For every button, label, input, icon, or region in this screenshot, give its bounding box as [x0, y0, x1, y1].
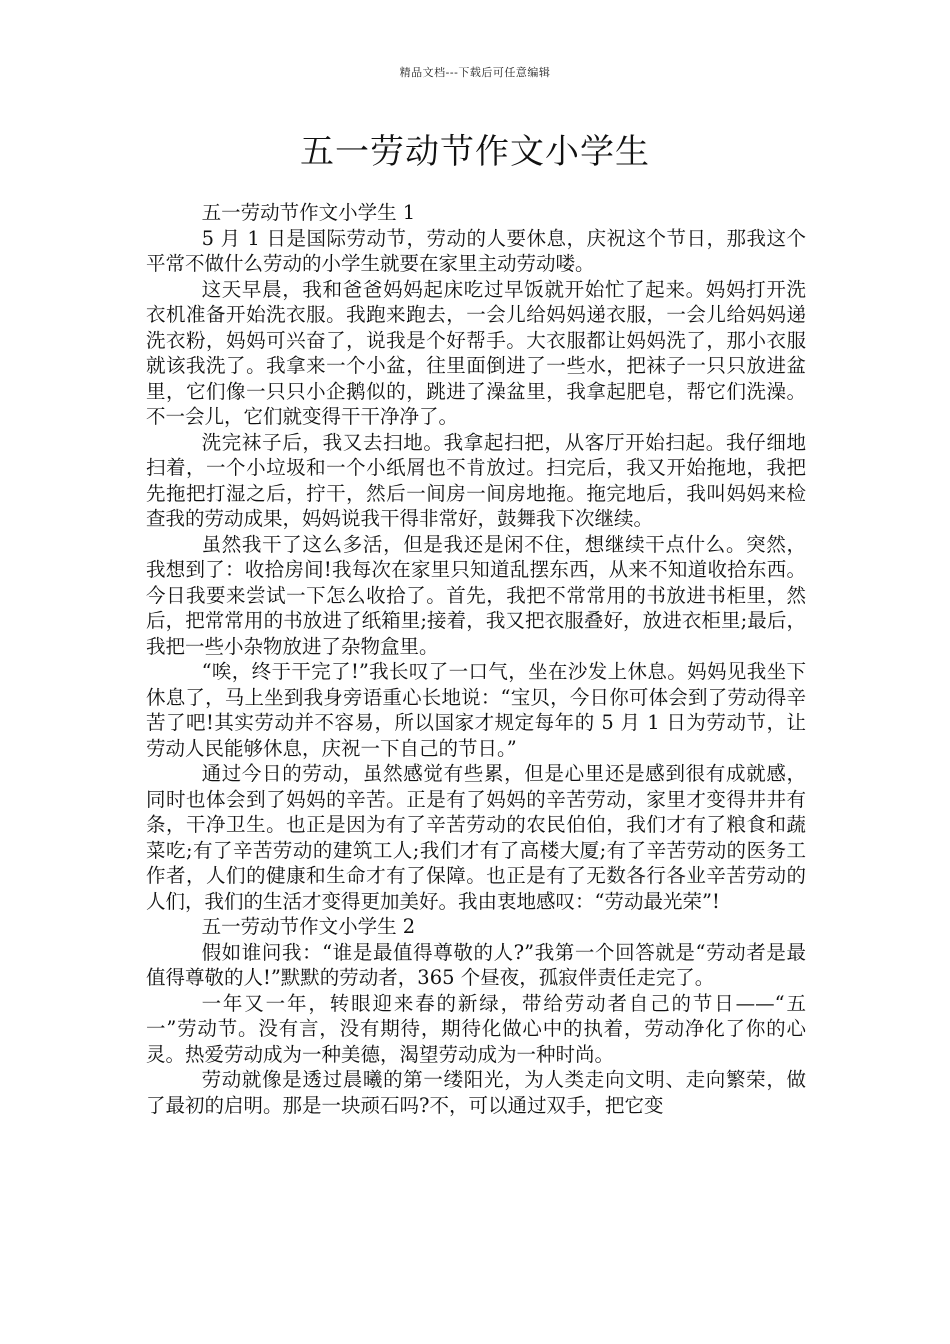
- paragraph: 虽然我干了这么多活，但是我还是闲不住，想继续干点什么。突然，我想到了：收拾房间!我每次在家里只知道乱摆东西，从来不知道收拾东西。今日我要来尝试一下怎么收拾了。首先，我把不常常用的书放进书柜里，然后，把常常用的书放进了纸箱里;接着，我又把衣服叠好，放进衣柜里;最后，我把一些小杂物放进了杂物盒里。: [146, 532, 806, 658]
- paragraph: 这天早晨，我和爸爸妈妈起床吃过早饭就开始忙了起来。妈妈打开洗衣机准备开始洗衣服。我跑来跑去，一会儿给妈妈递衣服，一会儿给妈妈递洗衣粉，妈妈可兴奋了，说我是个好帮手。大衣服都让妈妈洗了，那小衣服就该我洗了。我拿来一个小盆，往里面倒进了一些水，把袜子一只只放进盆里，它们像一只只小企鹅似的，跳进了澡盆里，我拿起肥皂，帮它们洗澡。不一会儿，它们就变得干干净净了。: [146, 277, 806, 428]
- document-title: 五一劳动节作文小学生: [300, 132, 650, 172]
- section-heading: 五一劳动节作文小学生 2: [201, 915, 416, 938]
- document-body: [146, 200, 806, 1118]
- paragraph: 洗完袜子后，我又去扫地。我拿起扫把，从客厅开始扫起。我仔细地扫着，一个小垃圾和一个小纸屑也不肯放过。扫完后，我又开始拖地，我把先拖把打湿之后，拧干，然后一间房一间房地拖。拖完地后，我叫妈妈来检查我的劳动成果，妈妈说我干得非常好，鼓舞我下次继续。: [146, 430, 806, 530]
- header-note: 精品文档---下载后可任意编辑: [399, 66, 551, 79]
- section-heading: 五一劳动节作文小学生 1: [201, 201, 416, 224]
- paragraph: 5 月 1 日是国际劳动节，劳动的人要休息，庆祝这个节日，那我这个平常不做什么劳动的小学生就要在家里主动劳动喽。: [146, 226, 806, 275]
- paragraph: 劳动就像是透过晨曦的第一缕阳光，为人类走向文明、走向繁荣，做了最初的启明。那是一块顽石吗?不，可以通过双手，把它变: [146, 1068, 806, 1117]
- paragraph: 假如谁问我：“谁是最值得尊敬的人?”我第一个回答就是“劳动者是最值得尊敬的人!”默默的劳动者，365 个昼夜，孤寂伴责任走完了。: [146, 940, 806, 989]
- paragraph: 通过今日的劳动，虽然感觉有些累，但是心里还是感到很有成就感，同时也体会到了妈妈的辛苦。正是有了妈妈的辛苦劳动，家里才变得井井有条，干净卫生。也正是因为有了辛苦劳动的农民伯伯，我们才有了粮食和蔬菜吃;有了辛苦劳动的建筑工人;我们才有了高楼大厦;有了辛苦劳动的医务工作者，人们的健康和生命才有了保障。也正是有了无数各行各业辛苦劳动的人们，我们的生活才变得更加美好。我由衷地感叹：“劳动最光荣”!: [146, 762, 806, 913]
- paragraph: 一年又一年，转眼迎来春的新绿，带给劳动者自己的节日——“五一”劳动节。没有言，没有期待，期待化做心中的执着，劳动净化了你的心灵。热爱劳动成为一种美德，渴望劳动成为一种时尚。: [146, 991, 806, 1066]
- paragraph: “唉，终于干完了!”我长叹了一口气，坐在沙发上休息。妈妈见我坐下休息了，马上坐到我身旁语重心长地说：“宝贝，今日你可体会到了劳动得辛苦了吧!其实劳动并不容易，所以国家才规定每年的 5 月 1 日为劳动节，让劳动人民能够休息，庆祝一下自己的节日。”: [146, 660, 806, 760]
